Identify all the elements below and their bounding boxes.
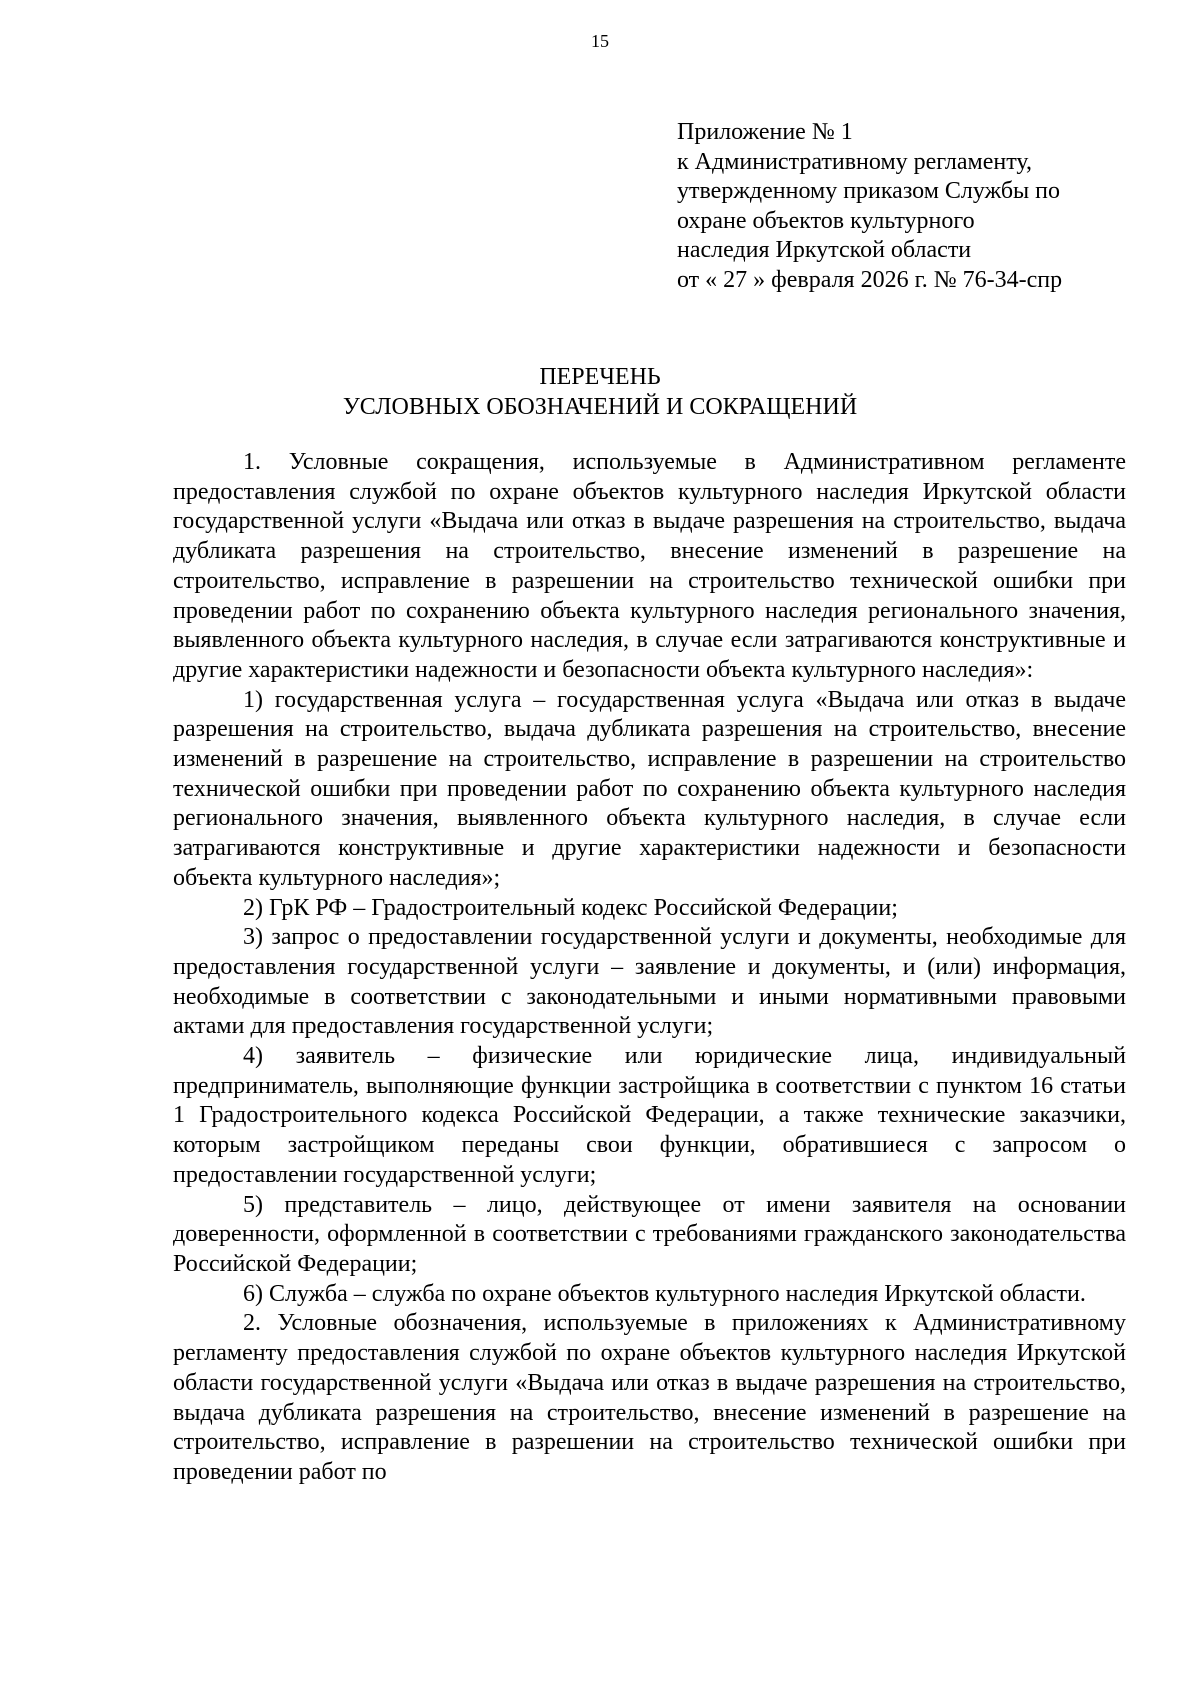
paragraph-section-1: 1. Условные сокращения, используемые в Административном регламенте предоставления службой по охране объектов культурного наследия Иркутской области государственной услуги «Выдача или отказ в выдаче разрешения на строительство, выдача дубликата разрешения на строительство, внесение изменений в разрешение на строительство, исправление в разрешении на строительство технической ошибки при проведении работ по сохранению объекта культурного наследия регионального значения, выявленного объекта культурного наследия, в случае если затрагиваются конструктивные и другие характеристики надежности и безопасности объекта культурного наследия»: (173, 449, 1126, 683)
document-heading (0, 362, 1200, 422)
approval-line: Приложение № 1 (677, 119, 853, 145)
approval-line: охране объектов культурного (677, 207, 975, 234)
paragraph-item-1: 1) государственная услуга – государственная услуга «Выдача или отказ в выдаче разрешения на строительство, выдача дубликата разрешения на строительство, внесение изменений в разрешение на строительство, исправление в разрешении на строительство технической ошибки при проведении работ по сохранению объекта культурного наследия регионального значения, выявленного объекта культурного наследия, в случае если затрагиваются конструктивные и другие характеристики надежности и безопасности объекта культурного наследия»; (173, 686, 1126, 891)
paragraph-item-4: 4) заявитель – физические или юридические лица, индивидуальный предприниматель, выполняющие функции застройщика в соответствии с пунктом 16 статьи 1 Градостроительного кодекса Российской Федерации, а также технические заказчики, которым застройщиком переданы свои функции, обратившиеся с запросом о предоставлении государственной услуги; (173, 1043, 1126, 1188)
paragraph-section-2: 2. Условные обозначения, используемые в приложениях к Административному регламенту предоставления службой по охране объектов культурного наследия Иркутской области государственной услуги «Выдача или отказ в выдаче разрешения на строительство, выдача дубликата разрешения на строительство, внесение изменений в разрешение на строительство, исправление в разрешении на строительство технической ошибки при проведении работ по (173, 1310, 1126, 1485)
paragraph-item-5: 5) представитель – лицо, действующее от имени заявителя на основании доверенности, оформленной в соответствии с требованиями гражданского законодательства Российской Федерации; (173, 1191, 1126, 1277)
heading-subtitle: УСЛОВНЫХ ОБОЗНАЧЕНИЙ И СОКРАЩЕНИЙ (342, 394, 858, 420)
paragraph-item-2: 2) ГрК РФ – Градостроительный кодекс Российской Федерации; (243, 894, 898, 921)
approval-line: от « 27 » февраля 2026 г. № 76-34-спр (677, 266, 1063, 293)
paragraph-item-6: 6) Служба – служба по охране объектов культурного наследия Иркутской области. (243, 1280, 1086, 1307)
appendix-approval-block (677, 118, 1147, 295)
heading-title: ПЕРЕЧЕНЬ (539, 364, 661, 390)
approval-line: к Административному регламенту, (677, 148, 1032, 175)
approval-line: утвержденному приказом Службы по (677, 178, 1061, 204)
document-body (173, 448, 1126, 1488)
approval-line: наследия Иркутской области (677, 237, 972, 263)
page-number: 15 (591, 31, 609, 51)
paragraph-item-3: 3) запрос о предоставлении государственной услуги и документы, необходимые для предоставления государственной услуги – заявление и документы, и (или) информация, необходимые в соответствии с законодательными и иными нормативными правовыми актами для предоставления государственной услуги; (173, 924, 1126, 1040)
